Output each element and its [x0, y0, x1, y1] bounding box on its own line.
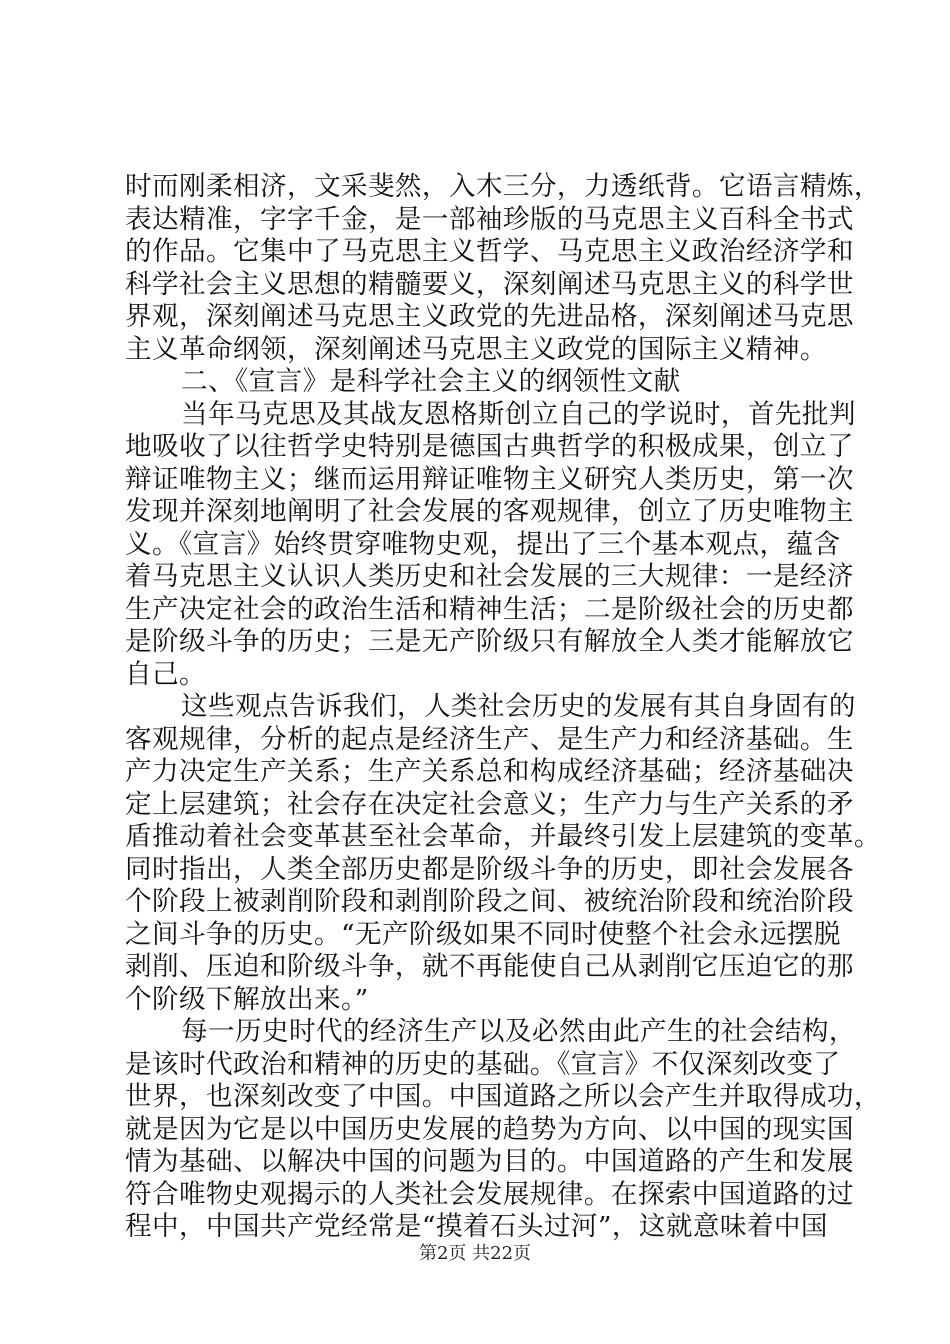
- text-line: 程中，中国共产党经常是“摸着石头过河”，这就意味着中国: [125, 1211, 828, 1242]
- text-line: 时而刚柔相济，文采斐然，入木三分，力透纸背。它语言精炼，: [125, 171, 881, 202]
- text-line: 的作品。它集中了马克思主义哲学、马克思主义政治经济学和: [125, 236, 854, 267]
- paragraph-first-line: 每一历史时代的经济生产以及必然由此产生的社会结构，: [181, 1016, 856, 1047]
- text-line: 情为基础、以解决中国的问题为目的。中国道路的产生和发展: [125, 1146, 854, 1177]
- body-text: [125, 171, 881, 1244]
- text-line: 自己。: [125, 658, 206, 690]
- text-line: 界观，深刻阐述马克思主义政党的先进品格，深刻阐述马克思: [125, 301, 854, 332]
- text-line: 剥削、压迫和阶级斗争，就不再能使自己从剥削它压迫它的那: [125, 951, 854, 982]
- paragraph-first-line: 当年马克思及其战友恩格斯创立自己的学说时，首先批判: [181, 398, 856, 430]
- text-line: 义。《宣言》始终贯穿唯物史观，提出了三个基本观点，蕴含: [125, 528, 841, 560]
- text-line: 定上层建筑；社会存在决定社会意义；生产力与生产关系的矛: [125, 788, 854, 820]
- text-line: 客观规律，分析的起点是经济生产、是生产力和经济基础。生: [125, 723, 854, 755]
- text-line: 表达精准，字字千金，是一部袖珍版的马克思主义百科全书式: [125, 203, 854, 235]
- page-footer: 第2页 共22页: [418, 1243, 532, 1264]
- text-line: 盾推动着社会变革甚至社会革命，并最终引发上层建筑的变革。: [125, 821, 881, 852]
- text-line: 世界，也深刻改变了中国。中国道路之所以会产生并取得成功，: [125, 1081, 881, 1112]
- text-line: 发现并深刻地阐明了社会发展的客观规律，创立了历史唯物主: [125, 496, 854, 527]
- text-line: 产力决定生产关系；生产关系总和构成经济基础；经济基础决: [125, 756, 854, 787]
- text-line: 之间斗争的历史。“无产阶级如果不同时使整个社会永远摆脱: [125, 918, 841, 950]
- text-line: 个阶级下解放出来。”: [125, 983, 369, 1015]
- text-line: 同时指出，人类全部历史都是阶级斗争的历史，即社会发展各: [125, 853, 854, 885]
- text-line: 地吸收了以往哲学史特别是德国古典哲学的积极成果，创立了: [125, 431, 854, 462]
- text-line: 就是因为它是以中国历史发展的趋势为方向、以中国的现实国: [125, 1113, 854, 1145]
- text-line: 科学社会主义思想的精髓要义，深刻阐述马克思主义的科学世: [125, 268, 854, 300]
- text-line: 着马克思主义认识人类历史和社会发展的三大规律：一是经济: [125, 561, 854, 592]
- section-heading: 二、《宣言》是科学社会主义的纲领性文献: [181, 366, 681, 397]
- text-line: 符合唯物史观揭示的人类社会发展规律。在探索中国道路的过: [125, 1178, 854, 1210]
- text-line: 是该时代政治和精神的历史的基础。《宣言》不仅深刻改变了: [125, 1048, 841, 1080]
- paragraph-first-line: 这些观点告诉我们，人类社会历史的发展有其自身固有的: [181, 691, 856, 722]
- text-line: 主义革命纲领，深刻阐述马克思主义政党的国际主义精神。: [125, 333, 827, 365]
- text-line: 个阶段上被剥削阶段和剥削阶段之间、被统治阶段和统治阶段: [125, 886, 854, 917]
- text-line: 是阶级斗争的历史；三是无产阶级只有解放全人类才能解放它: [125, 626, 854, 657]
- text-line: 生产决定社会的政治生活和精神生活；二是阶级社会的历史都: [125, 593, 854, 625]
- text-line: 辩证唯物主义；继而运用辩证唯物主义研究人类历史，第一次: [125, 463, 854, 495]
